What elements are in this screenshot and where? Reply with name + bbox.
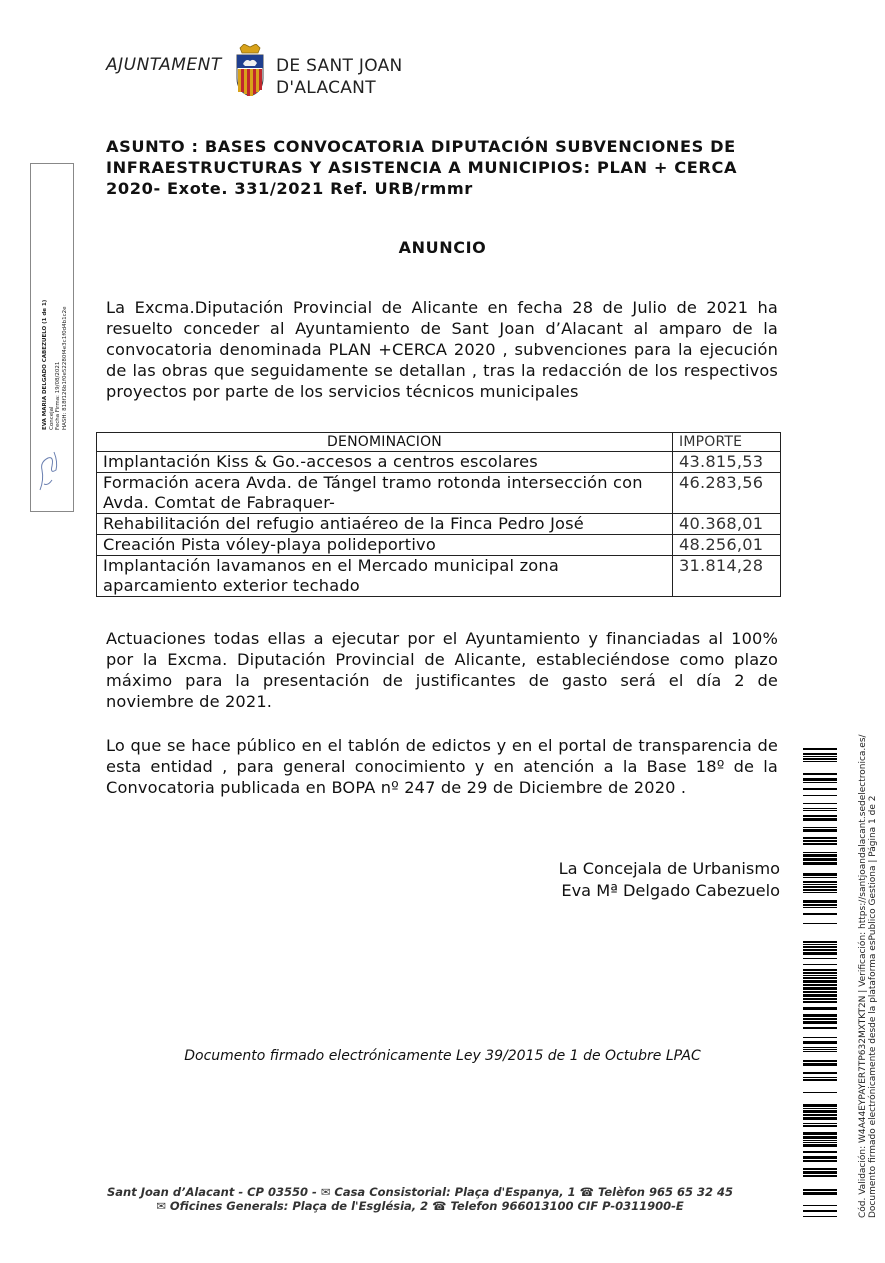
council-name-line2: D'ALACANT xyxy=(276,78,376,98)
column-header-denominacion: DENOMINACION xyxy=(97,433,673,452)
footer-address-line1: Sant Joan d’Alacant - CP 03550 - ✉ Casa Consistorial: Plaça d'Espanya, 1 ☎ Telèfon 965 65 32 45 xyxy=(106,1185,734,1199)
verification-line: Documento firmado electrónicamente desde la plataforma esPublico Gestiona | Página 1 de 2 xyxy=(868,795,878,1218)
verification-vertical-text xyxy=(858,734,878,1218)
work-name: Rehabilitación del refugio antiaéreo de la Finca Pedro José xyxy=(97,514,673,535)
work-amount: 43.815,53 xyxy=(673,452,781,473)
stamp-line: Fecha Firma: 19/08/2021 xyxy=(55,361,61,430)
signature-block xyxy=(460,858,780,902)
handwritten-signature-icon xyxy=(34,440,62,500)
signature-stamp-text xyxy=(42,300,68,430)
council-name-line1: DE SANT JOAN xyxy=(276,56,403,76)
table-row xyxy=(97,473,781,514)
work-name: Creación Pista vóley-playa polideportivo xyxy=(97,535,673,556)
table-row xyxy=(97,452,781,473)
electronic-signature-note: Documento firmado electrónicamente Ley 39/2015 de 1 de Octubre LPAC xyxy=(184,1048,701,1064)
verification-line: Cód. Validación: W4A44EYPAYER7TP632MXTKT2N | Verificación: https://santjoandalacant.sedelectronica.es/ xyxy=(858,734,868,1218)
works-table xyxy=(96,432,781,597)
table-row xyxy=(97,556,781,597)
table-row xyxy=(97,514,781,535)
work-name: Implantación lavamanos en el Mercado municipal zona aparcamiento exterior techado xyxy=(97,556,673,597)
stamp-line: HASH: 818f126b1f0e52280f4e3c1f0d4b1c2e xyxy=(61,306,68,430)
signer-role: La Concejala de Urbanismo xyxy=(558,859,780,878)
coat-of-arms-icon xyxy=(234,44,266,96)
table-row xyxy=(97,535,781,556)
signer-name: Eva Mª Delgado Cabezuelo xyxy=(561,881,780,900)
announcement-title: ANUNCIO xyxy=(398,238,487,257)
table-header-row xyxy=(97,433,781,452)
subject-heading: ASUNTO : BASES CONVOCATORIA DIPUTACIÓN SUBVENCIONES DE INFRAESTRUCTURAS Y ASISTENCIA A MUNICIPIOS: PLAN + CERCA 2020- Exote. 331/2021 Ref. URB/rmmr xyxy=(106,137,738,198)
council-name-right xyxy=(276,55,403,99)
financing-paragraph: Actuaciones todas ellas a ejecutar por el Ayuntamiento y financiadas al 100% por la Excma. Diputación Provincial de Alicante, estableciéndose como plazo máximo para la presentación de justificantes de gasto será el día 2 de noviembre de 2021. xyxy=(106,629,778,711)
footer-address-line2: ✉ Oficines Generals: Plaça de l'Església, 2 ☎ Telefon 966013100 CIF P-0311900-E xyxy=(156,1199,684,1213)
work-amount: 48.256,01 xyxy=(673,535,781,556)
work-name: Formación acera Avda. de Tángel tramo rotonda intersección con Avda. Comtat de Fabraquer- xyxy=(97,473,673,514)
council-name-left: AJUNTAMENT xyxy=(106,55,222,75)
intro-paragraph: La Excma.Diputación Provincial de Alicante en fecha 28 de Julio de 2021 ha resuelto conceder al Ayuntamiento de Sant Joan d’Alacant al amparo de la convocatoria denominada PLAN +CERCA 2020 , subvenciones para la ejecución de las obras que seguidamente se detallan , tras la redacción de los respectivos proyectos por parte de los servicios técnicos municipales xyxy=(106,298,778,401)
work-amount: 40.368,01 xyxy=(673,514,781,535)
barcode-icon xyxy=(803,748,837,1218)
stamp-line: EVA MARIA DELGADO CABEZUELO (1 de 1) xyxy=(42,299,48,430)
work-name: Implantación Kiss & Go.-accesos a centros escolares xyxy=(97,452,673,473)
column-header-importe: IMPORTE xyxy=(673,433,781,452)
work-amount: 31.814,28 xyxy=(673,556,781,597)
publication-paragraph: Lo que se hace público en el tablón de edictos y en el portal de transparencia de esta entidad , para general conocimiento y en atención a la Base 18º de la Convocatoria publicada en BOPA nº 247 de 29 de Diciembre de 2020 . xyxy=(106,736,778,797)
work-amount: 46.283,56 xyxy=(673,473,781,514)
stamp-line: Concejal xyxy=(48,406,55,430)
